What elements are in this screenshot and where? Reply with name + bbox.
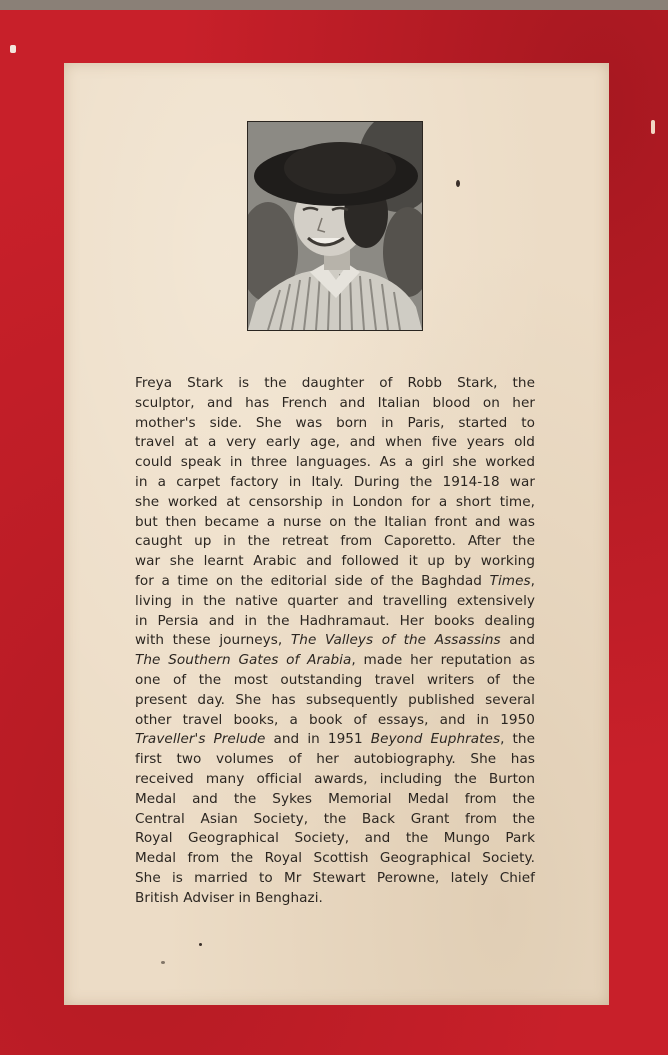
bio-line xyxy=(135,552,535,572)
bio-text-run: received many official awards, including the Burton xyxy=(135,770,535,787)
bio-text-run: Medal and the Sykes Memorial Medal from the xyxy=(135,790,535,807)
bio-text-run: sculptor, and has French and Italian blood on her xyxy=(135,394,535,411)
paper-speck xyxy=(199,943,202,946)
bio-italic-title: Traveller's Prelude xyxy=(135,731,266,748)
bio-italic-title: The Valleys of the Assassins xyxy=(290,632,501,649)
bio-line xyxy=(135,631,535,651)
bio-line xyxy=(135,572,535,592)
bio-text-run: , made her reputation as xyxy=(351,652,535,669)
bio-text-run: could speak in three languages. As a girl she worked xyxy=(135,454,535,471)
bio-line xyxy=(135,414,535,434)
bio-line xyxy=(135,532,535,552)
bio-text-run: for a time on the editorial side of the Baghdad xyxy=(135,572,490,589)
bio-text-run: with these journeys, xyxy=(135,632,291,649)
bio-line xyxy=(135,433,535,453)
bio-text-run: She is married to Mr Stewart Perowne, lately Chief xyxy=(135,869,535,886)
bio-text-run: caught up in the retreat from Caporetto. After the xyxy=(135,533,535,550)
bio-text-run: other travel books, a book of essays, and in 1950 xyxy=(135,711,535,728)
bio-line xyxy=(135,493,535,513)
bio-text-run: Medal from the Royal Scottish Geographical Society. xyxy=(135,850,535,867)
cover-scuff xyxy=(651,120,655,134)
paper-speck xyxy=(456,180,460,187)
paper-speck xyxy=(161,961,165,964)
bio-line xyxy=(135,849,535,869)
bio-line xyxy=(135,592,535,612)
bio-text-run: Freya Stark is the daughter of Robb Stark, the xyxy=(135,375,535,391)
bio-line xyxy=(135,473,535,493)
bio-text-run: but then became a nurse on the Italian front and was xyxy=(135,513,535,530)
bio-text-run: present day. She has subsequently published several xyxy=(135,691,535,708)
bio-text-run: Royal Geographical Society, and the Mungo Park xyxy=(135,830,535,847)
bio-text-run: first two volumes of her autobiography. She has xyxy=(135,751,535,768)
bio-text-run: , xyxy=(530,572,535,589)
cover-top-edge xyxy=(0,0,668,10)
bio-text-run: war she learnt Arabic and followed it up by working xyxy=(135,553,535,570)
bio-line xyxy=(135,810,535,830)
bio-italic-title: Times xyxy=(489,572,531,589)
author-biography-text xyxy=(135,374,535,909)
bio-text-run: Central Asian Society, the Back Grant from the xyxy=(135,810,535,827)
bio-line xyxy=(135,453,535,473)
bio-text-run: one of the most outstanding travel writers of the xyxy=(135,671,535,688)
bio-line xyxy=(135,671,535,691)
bio-line xyxy=(135,374,535,394)
author-portrait-photo xyxy=(247,121,423,331)
bio-line xyxy=(135,730,535,750)
bio-line xyxy=(135,612,535,632)
bio-line xyxy=(135,829,535,849)
bio-text-run: and xyxy=(500,632,535,649)
bio-italic-title: The Southern Gates of Arabia xyxy=(135,652,352,669)
bio-line xyxy=(135,770,535,790)
bio-text-run: British Adviser in Benghazi. xyxy=(135,889,323,906)
bio-line xyxy=(135,790,535,810)
bio-line xyxy=(135,651,535,671)
bio-line xyxy=(135,889,535,909)
cream-text-panel xyxy=(64,63,609,1005)
bio-line xyxy=(135,750,535,770)
bio-text-run: mother's side. She was born in Paris, started to xyxy=(135,414,535,431)
bio-line xyxy=(135,869,535,889)
portrait-illustration xyxy=(248,122,422,330)
bio-line xyxy=(135,711,535,731)
bio-text-run: living in the native quarter and travelling extensively xyxy=(135,592,535,609)
bio-line xyxy=(135,394,535,414)
bio-text-run: and in 1951 xyxy=(265,731,371,748)
bio-line xyxy=(135,691,535,711)
bio-text-run: in Persia and in the Hadhramaut. Her books dealing xyxy=(135,612,535,629)
bio-text-run: she worked at censorship in London for a short time, xyxy=(135,493,535,510)
bio-italic-title: Beyond Euphrates xyxy=(370,731,501,748)
bio-line xyxy=(135,513,535,533)
bio-text-run: , the xyxy=(500,731,535,748)
bio-text-run: travel at a very early age, and when five years old xyxy=(135,434,535,451)
cover-scuff xyxy=(10,45,16,53)
bio-text-run: in a carpet factory in Italy. During the 1914-18 war xyxy=(135,473,535,490)
